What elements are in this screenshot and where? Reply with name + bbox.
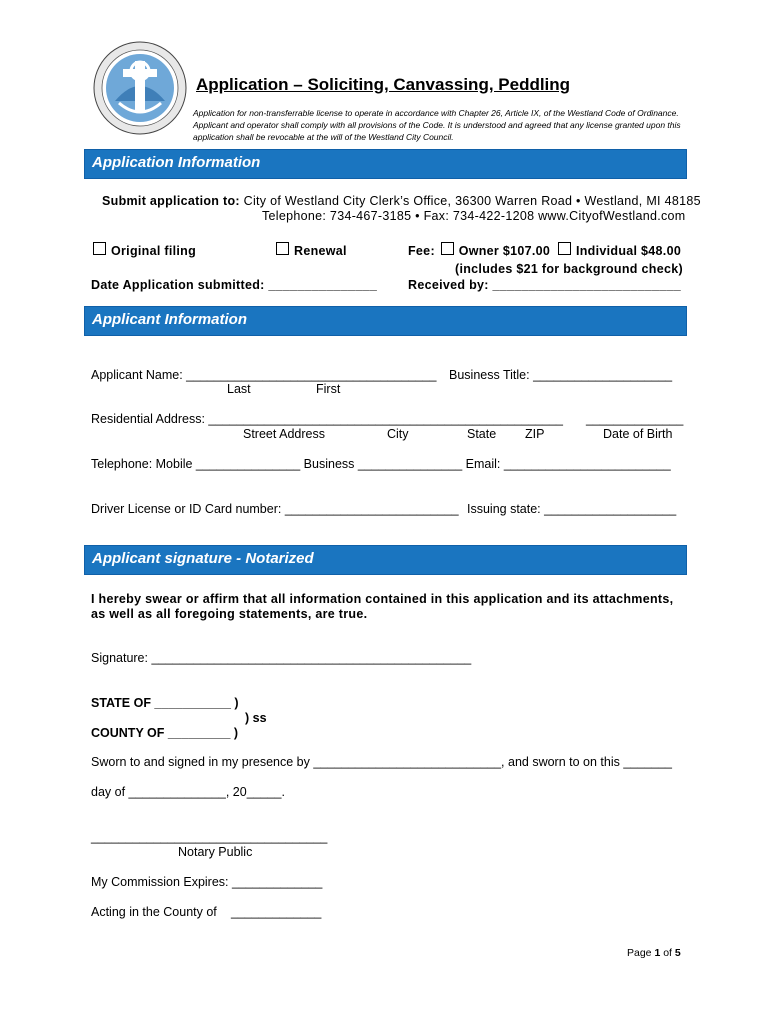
state-of-field[interactable]: STATE OF ___________ ) <box>91 696 239 710</box>
residential-address-field[interactable]: Residential Address: ___________________________________________________ <box>91 412 563 426</box>
telephone-email-fields[interactable]: Telephone: Mobile _______________ Business _______________ Email: ________________________ <box>91 457 671 471</box>
fee-note: (includes $21 for background check) <box>455 262 683 276</box>
oath-statement: I hereby swear or affirm that all information contained in this application and its attachments, as well as all foregoing statements, are true. <box>91 592 674 621</box>
section-title: Application Information <box>92 154 261 171</box>
ss-marker: ) ss <box>245 711 267 725</box>
commission-expires-field[interactable]: My Commission Expires: _____________ <box>91 875 323 889</box>
acting-county-label: Acting in the County of <box>91 905 217 919</box>
issuing-state-field[interactable]: Issuing state: ___________________ <box>467 502 677 516</box>
date-submitted-field[interactable]: Date Application submitted: _______________ <box>91 278 378 292</box>
owner-fee-checkbox[interactable] <box>441 242 454 255</box>
page-title: Application – Soliciting, Canvassing, Peddling <box>196 75 571 94</box>
individual-fee-checkbox[interactable] <box>558 242 571 255</box>
section-application-information <box>84 149 687 179</box>
original-filing-checkbox[interactable] <box>93 242 106 255</box>
first-name-caption: First <box>316 382 341 396</box>
notary-public-caption: Notary Public <box>178 845 253 859</box>
city-seal-logo <box>93 41 187 135</box>
section-applicant-signature <box>84 545 687 575</box>
submit-address: Submit application to: City of Westland City Clerk’s Office, 36300 Warren Road • Westland, MI 48185 <box>102 194 701 208</box>
section-applicant-information <box>84 306 687 336</box>
original-filing-option[interactable]: Original filing <box>93 242 196 258</box>
intro-text: Application for non-transferrable license to operate in accordance with Chapter 26, Article IX, of the Westland Code of Ordinance. Applicant and operator shall comply with all provisions of the Code. It is understood and agreed that any license granted upon this application shall be revocable at the will of the Westland City Council. <box>193 108 681 142</box>
date-of-birth-field[interactable]: ______________ <box>586 412 684 426</box>
page-number: Page 1 of 5 <box>627 947 681 959</box>
received-by-field[interactable]: Received by: __________________________ <box>408 278 682 292</box>
acting-county-field[interactable]: _____________ <box>231 905 322 919</box>
county-of-field[interactable]: COUNTY OF _________ ) <box>91 726 239 740</box>
section-title: Applicant signature - Notarized <box>92 550 314 567</box>
notary-signature-line[interactable]: __________________________________ <box>91 830 328 844</box>
city-caption: City <box>387 427 409 441</box>
submit-contact: Telephone: 734-467-3185 • Fax: 734-422-1208 www.CityofWestland.com <box>262 209 686 223</box>
applicant-name-field[interactable]: Applicant Name: ____________________________________ <box>91 368 437 382</box>
street-caption: Street Address <box>243 427 325 441</box>
section-title: Applicant Information <box>92 311 247 328</box>
dob-caption: Date of Birth <box>603 427 673 441</box>
sworn-statement-field[interactable]: Sworn to and signed in my presence by ___________________________, and sworn to on this _______ <box>91 755 672 769</box>
last-name-caption: Last <box>227 382 251 396</box>
zip-caption: ZIP <box>525 427 545 441</box>
signature-field[interactable]: Signature: ______________________________________________ <box>91 651 472 665</box>
day-of-field[interactable]: day of ______________, 20_____. <box>91 785 285 799</box>
business-title-field[interactable]: Business Title: ____________________ <box>449 368 673 382</box>
renewal-option[interactable]: Renewal <box>276 242 347 258</box>
license-number-field[interactable]: Driver License or ID Card number: _________________________ <box>91 502 459 516</box>
renewal-checkbox[interactable] <box>276 242 289 255</box>
fee-options: Fee: Owner $107.00 Individual $48.00 <box>408 244 682 258</box>
state-caption: State <box>467 427 497 441</box>
